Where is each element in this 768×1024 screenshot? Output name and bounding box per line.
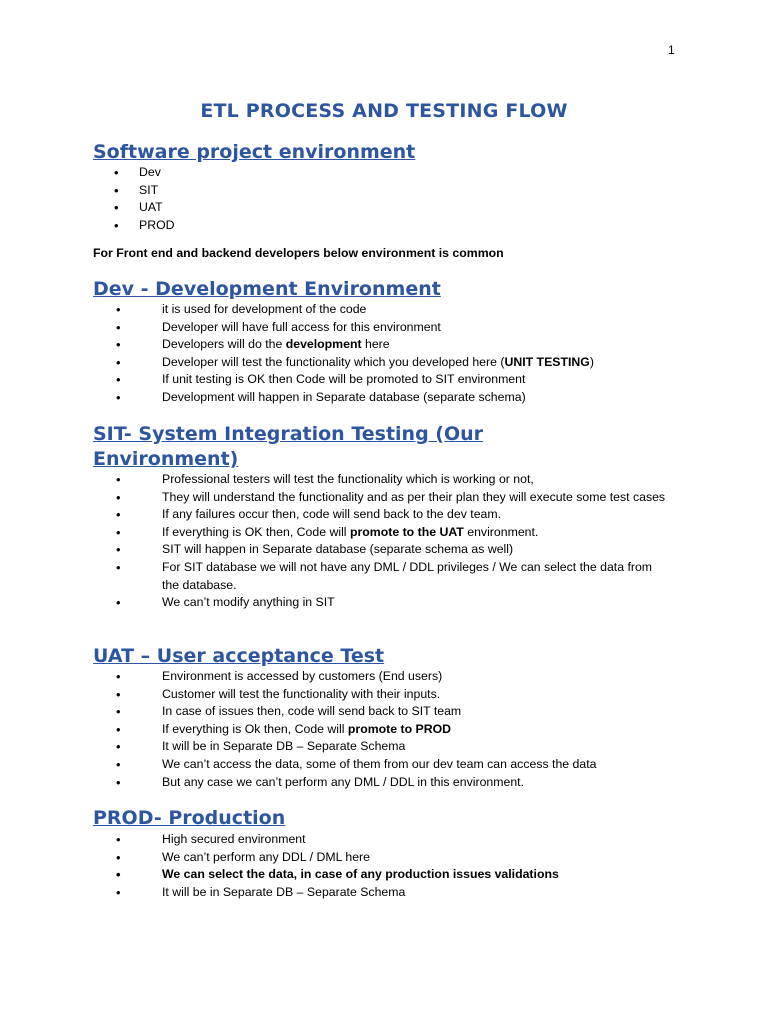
bullet-icon: • — [114, 217, 119, 233]
list-item: • Developer will test the functionality which you developed here (UNIT TESTING) — [116, 354, 594, 370]
list-item: • High secured environment — [116, 832, 306, 847]
prod-environment-list — [0, 831, 672, 901]
list-item: • Environment is accessed by customers (End users) — [116, 669, 443, 684]
list-item: • If everything is OK then, Code will promote to the UAT environment. — [116, 524, 539, 540]
list-item: • In case of issues then, code will send back to SIT team — [116, 704, 462, 720]
common-environment-note: For Front end and backend developers below environment is common — [93, 246, 504, 260]
bullet-icon: • — [116, 302, 121, 317]
sit-environment-list — [0, 471, 672, 612]
list-item: • It will be in Separate DB – Separate Schema — [116, 884, 406, 900]
bullet-icon: • — [114, 200, 119, 216]
list-item: • We can’t access the data, some of them from our dev team can access the data — [116, 756, 597, 772]
list-item: • SIT will happen in Separate database (separate schema as well) — [116, 542, 514, 558]
page-number: 1 — [668, 43, 675, 57]
list-item: • it is used for development of the code — [116, 302, 367, 317]
list-item: • It will be in Separate DB – Separate Schema — [116, 739, 406, 755]
bullet-icon: • — [116, 756, 121, 772]
list-item: • If unit testing is OK then Code will be promoted to SIT environment — [116, 372, 526, 388]
heading-dev-environment: Dev - Development Environment — [93, 278, 441, 300]
bullet-icon: • — [116, 542, 121, 558]
list-item: • Dev — [114, 165, 161, 180]
list-item: • They will understand the functionality and as per their plan they will execute some test cases — [116, 489, 666, 505]
bullet-icon: • — [116, 867, 121, 883]
document-title: ETL PROCESS AND TESTING FLOW — [200, 100, 568, 122]
heading-prod-environment: PROD- Production — [93, 807, 286, 829]
list-item: • If any failures occur then, code will send back to the dev team. — [116, 507, 502, 523]
bullet-icon: • — [116, 704, 121, 720]
bullet-icon: • — [114, 182, 119, 198]
list-item: • PROD — [114, 217, 175, 233]
bullet-icon: • — [116, 832, 121, 847]
list-item: • For SIT database we will not have any DML / DDL privileges / We can select the data from the database. — [116, 559, 653, 592]
dev-environment-list — [0, 301, 672, 407]
list-item: • We can select the data, in case of any production issues validations — [116, 867, 559, 883]
list-item: • If everything is Ok then, Code will promote to PROD — [116, 721, 452, 737]
bullet-icon: • — [116, 389, 121, 405]
heading-software-environment: Software project environment — [93, 141, 416, 163]
bullet-icon: • — [116, 372, 121, 388]
bullet-icon: • — [116, 721, 121, 737]
bullet-icon: • — [116, 595, 121, 611]
bullet-icon: • — [116, 739, 121, 755]
list-item: • We can’t perform any DDL / DML here — [116, 849, 370, 865]
software-environment-list — [0, 164, 175, 234]
bullet-icon: • — [116, 686, 121, 702]
list-item: • Customer will test the functionality with their inputs. — [116, 686, 441, 702]
bullet-icon: • — [116, 524, 121, 540]
bullet-icon: • — [116, 354, 121, 370]
bullet-icon: • — [116, 669, 121, 684]
list-item: • UAT — [114, 200, 163, 216]
bullet-icon: • — [116, 472, 121, 487]
list-item: • Professional testers will test the functionality which is working or not, — [116, 472, 534, 487]
bullet-icon: • — [116, 774, 121, 790]
bullet-icon: • — [116, 319, 121, 335]
list-item: • But any case we can’t perform any DML / DDL in this environment. — [116, 774, 525, 790]
list-item: • Development will happen in Separate database (separate schema) — [116, 389, 526, 405]
list-item: • Developers will do the development here — [116, 337, 390, 353]
bullet-icon: • — [116, 559, 121, 575]
list-item: • We can’t modify anything in SIT — [116, 595, 335, 611]
bullet-icon: • — [116, 337, 121, 353]
bullet-icon: • — [116, 884, 121, 900]
bullet-icon: • — [116, 489, 121, 505]
heading-uat-environment: UAT – User acceptance Test — [93, 645, 385, 667]
list-item: • Developer will have full access for this environment — [116, 319, 441, 335]
uat-environment-list — [0, 668, 672, 791]
heading-sit-environment: SIT- System Integration Testing (Our Environment) — [93, 423, 484, 470]
list-item: • SIT — [114, 182, 159, 198]
bullet-icon: • — [116, 507, 121, 523]
bullet-icon: • — [114, 165, 119, 180]
bullet-icon: • — [116, 849, 121, 865]
